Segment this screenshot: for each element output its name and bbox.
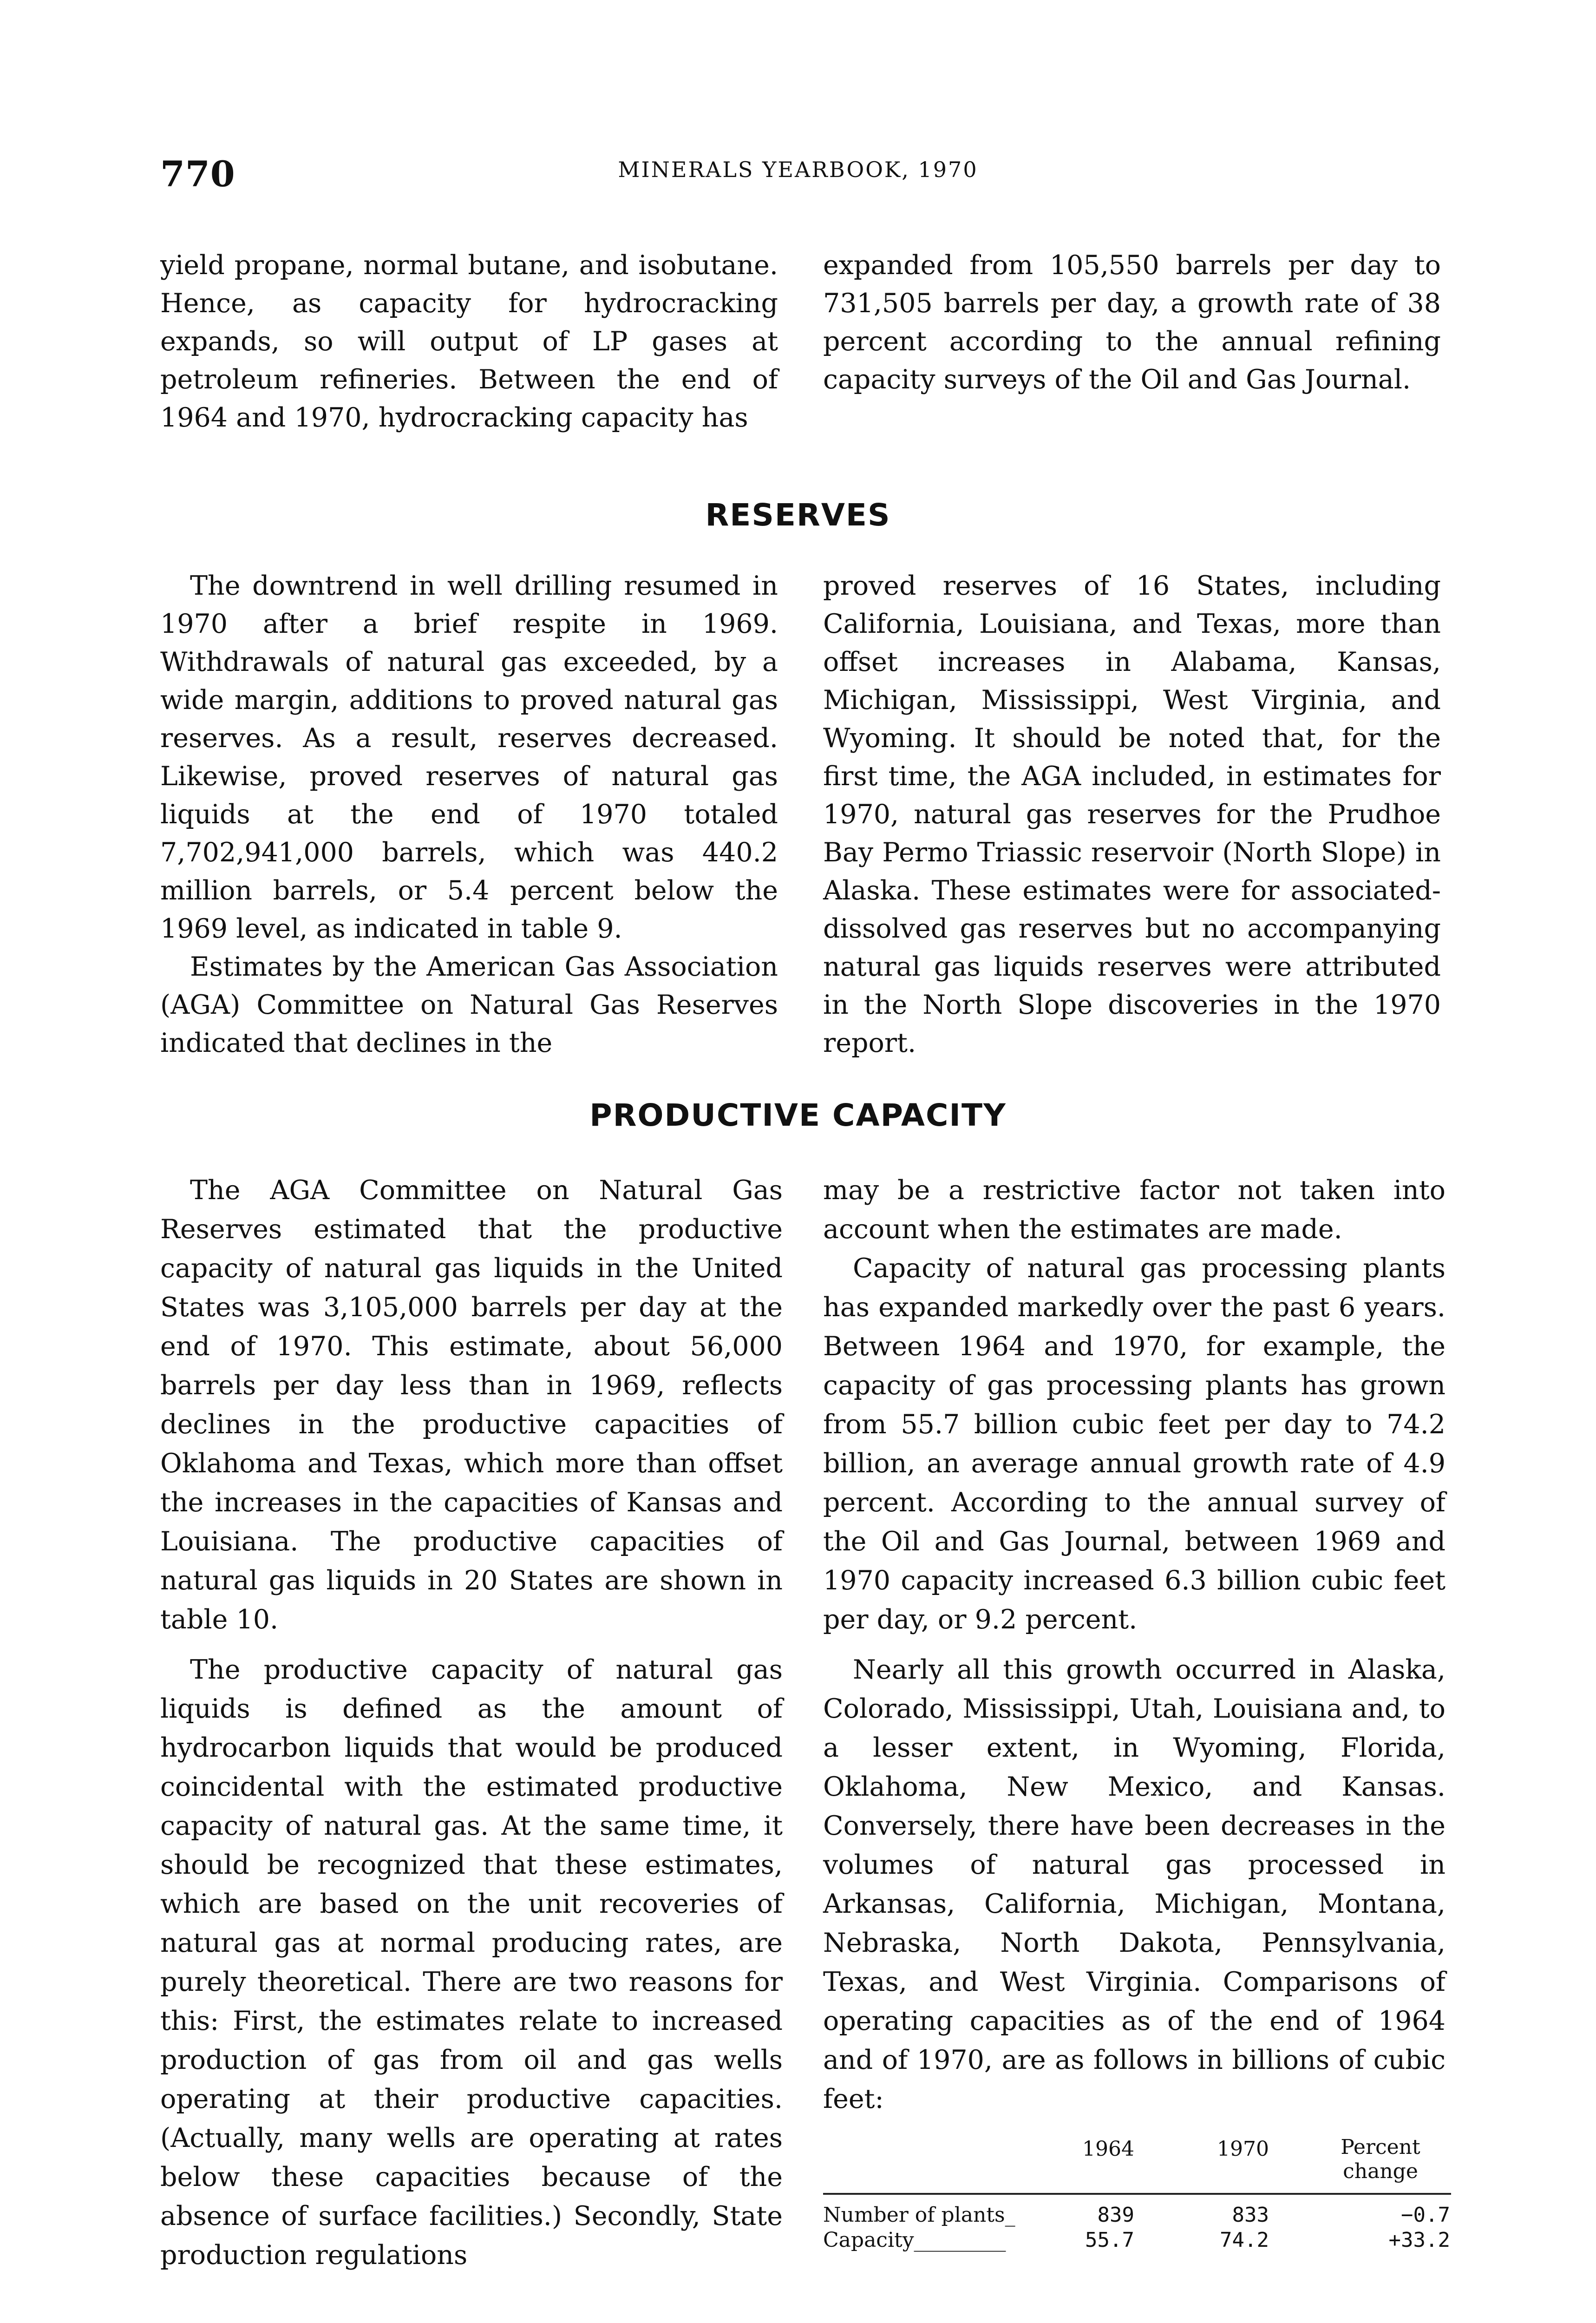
cell-percent: +33.2 xyxy=(1388,2228,1450,2252)
paragraph: may be a restrictive factor not taken into account when the estimates are made. xyxy=(823,1175,1446,1245)
paragraph: The AGA Committee on Natural Gas Reserves estimated that the productive capacity of natural gas liquids in the United States was 3,105,000 barrels per day at the end of 1970. This estimate, about 56,000 barrels per day less than in 1969, reflects declines in the productive capacities of Oklahoma and Texas, which more than offset the increases in the capacities of Kansas and Louisiana. The productive capacities of natural gas liquids in 20 States are shown in table 10. xyxy=(160,1175,783,1635)
intro-left-column xyxy=(160,246,778,437)
running-head: MINERALS YEARBOOK, 1970 xyxy=(618,157,978,182)
paragraph: proved reserves of 16 States, including California, Louisiana, and Texas, more than offset increases in Alabama, Kansas, Michigan, Mississippi, West Virginia, and Wyoming. It should be noted that, for the first time, the AGA included, in estimates for 1970, natural gas reserves for the Prudhoe Bay Permo Triassic reservoir (North Slope) in Alaska. These estimates were for associated-dissolved gas reserves but no accompanying natural gas liquids reserves were attributed in the North Slope discoveries in the 1970 report. xyxy=(823,571,1441,1058)
cell-1964: 839 xyxy=(1097,2203,1134,2227)
paragraph: expanded from 105,550 barrels per day to 731,505 barrels per day, a growth rate of 38 percent according to the annual refining capacity surveys of the Oil and Gas Journal. xyxy=(823,250,1441,395)
paragraph: yield propane, normal butane, and isobutane. Hence, as capacity for hydrocracking expands, so will output of LP gases at petroleum refineries. Between the end of 1964 and 1970, hydrocracking capacity has xyxy=(160,250,778,433)
page-number: 770 xyxy=(160,153,235,195)
cell-1970: 74.2 xyxy=(1220,2228,1269,2252)
capacity-left-column xyxy=(160,1171,783,2275)
section-heading-reserves: RESERVES xyxy=(705,497,891,533)
section-heading-productive-capacity: PRODUCTIVE CAPACITY xyxy=(589,1097,1007,1133)
intro-right-column xyxy=(823,246,1441,399)
column-header-1970: 1970 xyxy=(1217,2137,1269,2161)
cell-1970: 833 xyxy=(1232,2203,1269,2227)
paragraph: Estimates by the American Gas Association (AGA) Committee on Natural Gas Reserves indicated that declines in the xyxy=(160,952,778,1058)
paragraph: The downtrend in well drilling resumed in 1970 after a brief respite in 1969. Withdrawals of natural gas exceeded, by a wide margin, additions to proved natural gas reserves. As a result, reserves decreased. Likewise, proved reserves of natural gas liquids at the end of 1970 totaled 7,702,941,000 barrels, which was 440.2 million barrels, or 5.4 percent below the 1969 level, as indicated in table 9. xyxy=(160,571,778,944)
reserves-right-column xyxy=(823,567,1441,1062)
table-row xyxy=(823,2228,1451,2253)
column-header-change: change xyxy=(1343,2159,1418,2183)
table-row xyxy=(823,2203,1451,2228)
paragraph: Capacity of natural gas processing plants has expanded markedly over the past 6 years. Between 1964 and 1970, for example, the capacity of gas processing plants has grown from 55.7 billion cubic feet per day to 74.2 billion, an average annual growth rate of 4.9 percent. According to the annual survey of the Oil and Gas Journal, between 1969 and 1970 capacity increased 6.3 billion cubic feet per day, or 9.2 percent. xyxy=(823,1253,1446,1635)
paragraph: Nearly all this growth occurred in Alaska, Colorado, Mississippi, Utah, Louisiana and, to a lesser extent, in Wyoming, Florida, Oklahoma, New Mexico, and Kansas. Conversely, there have been decreases in the volumes of natural gas processed in Arkansas, California, Michigan, Montana, Nebraska, North Dakota, Pennsylvania, Texas, and West Virginia. Comparisons of operating capacities as of the end of 1964 and of 1970, are as follows in billions of cubic feet: xyxy=(823,1654,1446,2114)
table-header xyxy=(823,2137,1451,2195)
capacity-comparison-table xyxy=(823,2137,1451,2253)
column-header-percent: Percent xyxy=(1341,2135,1420,2159)
row-label: Capacity_________ xyxy=(823,2228,1006,2252)
reserves-left-column xyxy=(160,567,778,1062)
paragraph: The productive capacity of natural gas liquids is defined as the amount of hydrocarbon liquids that would be produced coincidental with the estimated productive capacity of natural gas. At the same time, it should be recognized that these estimates, which are based on the unit recoveries of natural gas at normal producing rates, are purely theoretical. There are two reasons for this: First, the estimates relate to increased production of gas from oil and gas wells operating at their productive capacities. (Actually, many wells are operating at rates below these capacities because of the absence of surface facilities.) Secondly, State production regulations xyxy=(160,1654,783,2271)
column-header-1964: 1964 xyxy=(1082,2137,1134,2161)
row-label: Number of plants_ xyxy=(823,2203,1015,2227)
capacity-right-column xyxy=(823,1171,1446,2119)
cell-percent: −0.7 xyxy=(1401,2203,1450,2227)
cell-1964: 55.7 xyxy=(1085,2228,1134,2252)
